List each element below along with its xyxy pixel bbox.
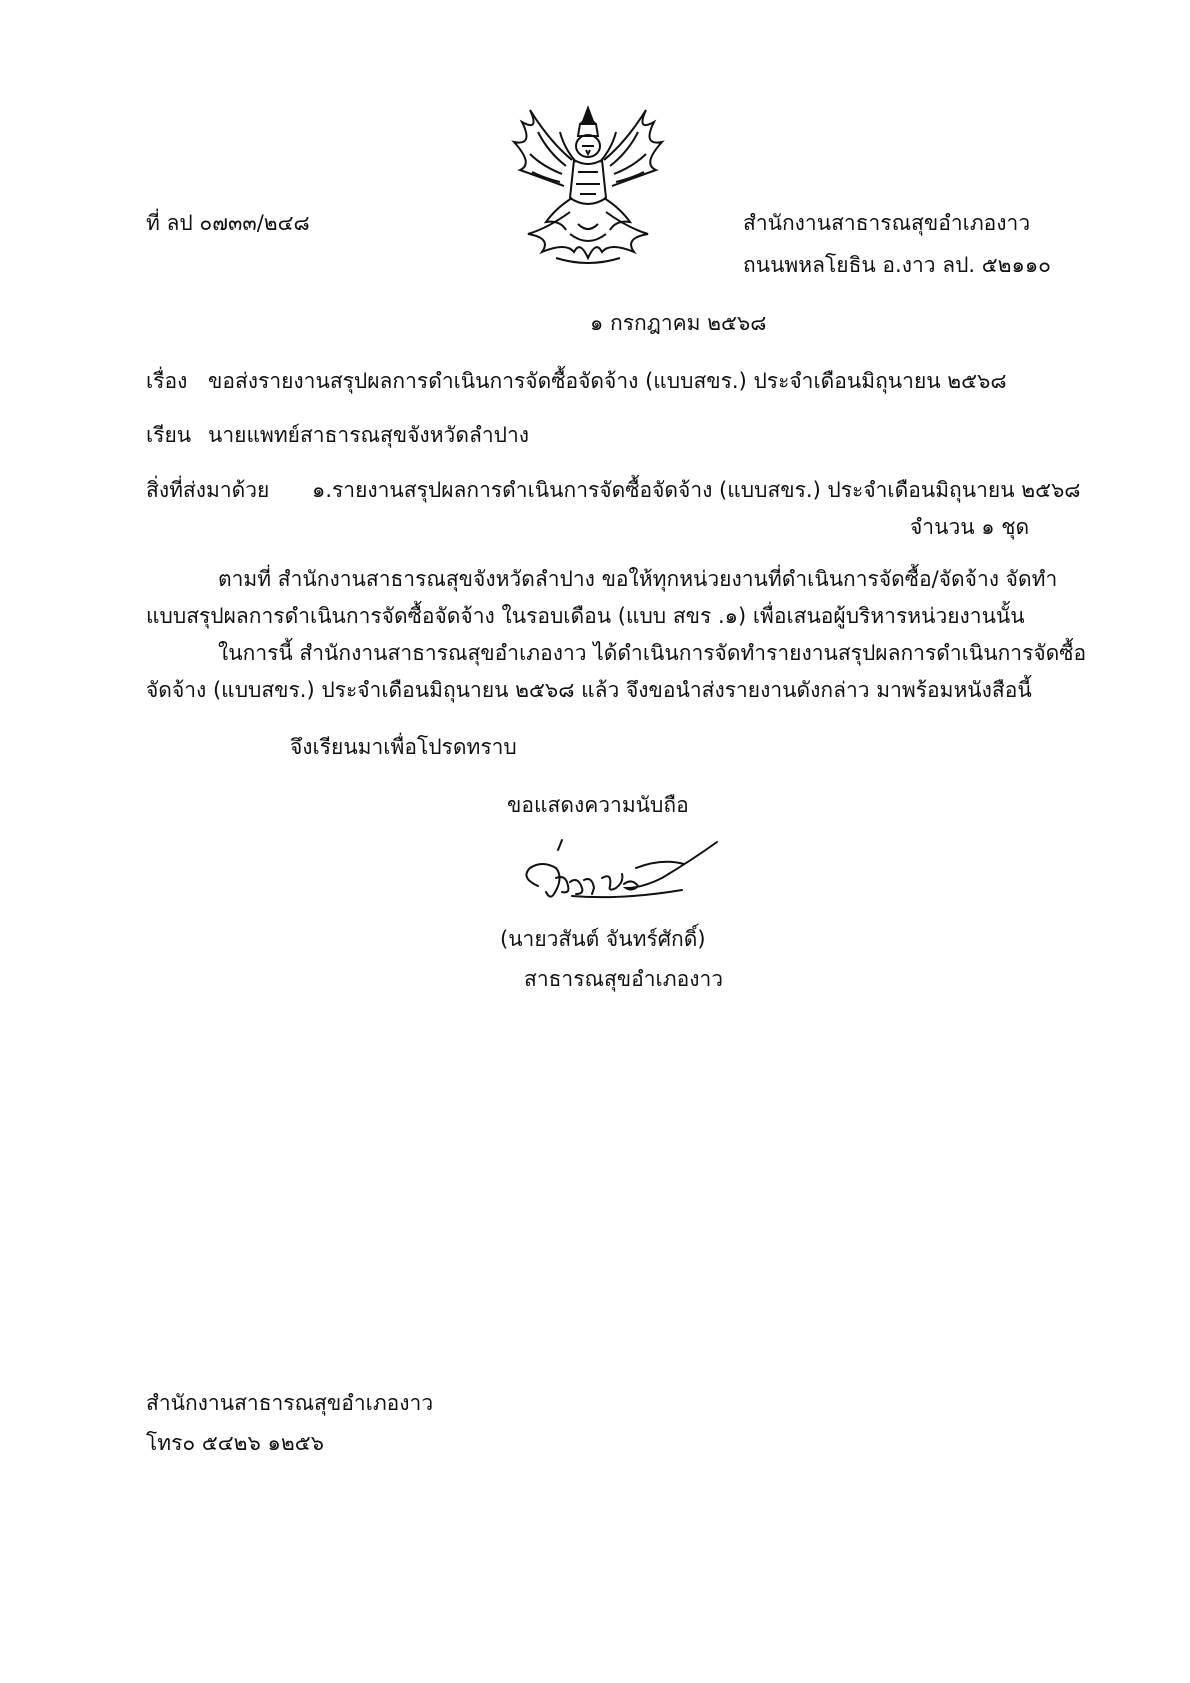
- body-paragraph-1-line-2: แบบสรุปผลการดำเนินการจัดซื้อจัดจ้าง ในรอบเดือน (แบบ สขร .๑) เพื่อเสนอผู้บริหารหน่วยงานนั้น: [146, 604, 1025, 628]
- subject-text: ขอส่งรายงานสรุปผลการดำเนินการจัดซื้อจัดจ้าง (แบบสขร.) ประจำเดือนมิถุนายน ๒๕๖๘: [208, 369, 1007, 393]
- footer-office: สำนักงานสาธารณสุขอำเภองาว: [146, 1391, 434, 1415]
- handwritten-signature-icon: [512, 838, 727, 923]
- document-date: ๑ กรกฎาคม ๒๕๖๘: [590, 311, 767, 335]
- body-paragraph-1-line-1: ตามที่ สำนักงานสาธารณสุขจังหวัดลำปาง ขอให้ทุกหน่วยงานที่ดำเนินการจัดซื้อ/จัดจ้าง จัดทำ: [218, 567, 1058, 591]
- reference-number: ที่ ลป ๐๗๓๓/๒๔๘: [146, 211, 310, 235]
- body-paragraph-2-line-2: จัดจ้าง (แบบสขร.) ประจำเดือนมิถุนายน ๒๕๖๘ แล้ว จึงขอนำส่งรายงานดังกล่าว มาพร้อมหนังสือนี้: [146, 678, 1032, 702]
- enclosure-label: สิ่งที่ส่งมาด้วย: [146, 478, 270, 502]
- body-paragraph-2-line-1: ในการนี้ สำนักงานสาธารณสุขอำเภองาว ได้ดำเนินการจัดทำรายงานสรุปผลการดำเนินการจัดซื้อ: [218, 641, 1087, 665]
- sender-office: สำนักงานสาธารณสุขอำเภองาว: [743, 211, 1031, 235]
- garuda-emblem-icon: [500, 102, 676, 272]
- signatory-name: (นายวสันต์ จันทร์ศักดิ์): [500, 927, 706, 951]
- enclosure-text: ๑.รายงานสรุปผลการดำเนินการจัดซื้อจัดจ้าง (แบบสขร.) ประจำเดือนมิถุนายน ๒๕๖๘: [312, 478, 1081, 502]
- sender-address: ถนนพหลโยธิน อ.งาว ลป. ๕๒๑๑๐: [743, 253, 1051, 277]
- enclosure-quantity: จำนวน ๑ ชุด: [910, 515, 1030, 539]
- recipient-label: เรียน: [146, 423, 192, 447]
- recipient-text: นายแพทย์สาธารณสุขจังหวัดลำปาง: [208, 423, 529, 447]
- salutation: ขอแสดงความนับถือ: [507, 793, 689, 817]
- signatory-position: สาธารณสุขอำเภองาว: [524, 967, 724, 991]
- footer-phone: โทร๐ ๕๔๒๖ ๑๒๕๖: [146, 1431, 324, 1455]
- closing-request: จึงเรียนมาเพื่อโปรดทราบ: [290, 735, 517, 759]
- subject-label: เรื่อง: [146, 369, 188, 393]
